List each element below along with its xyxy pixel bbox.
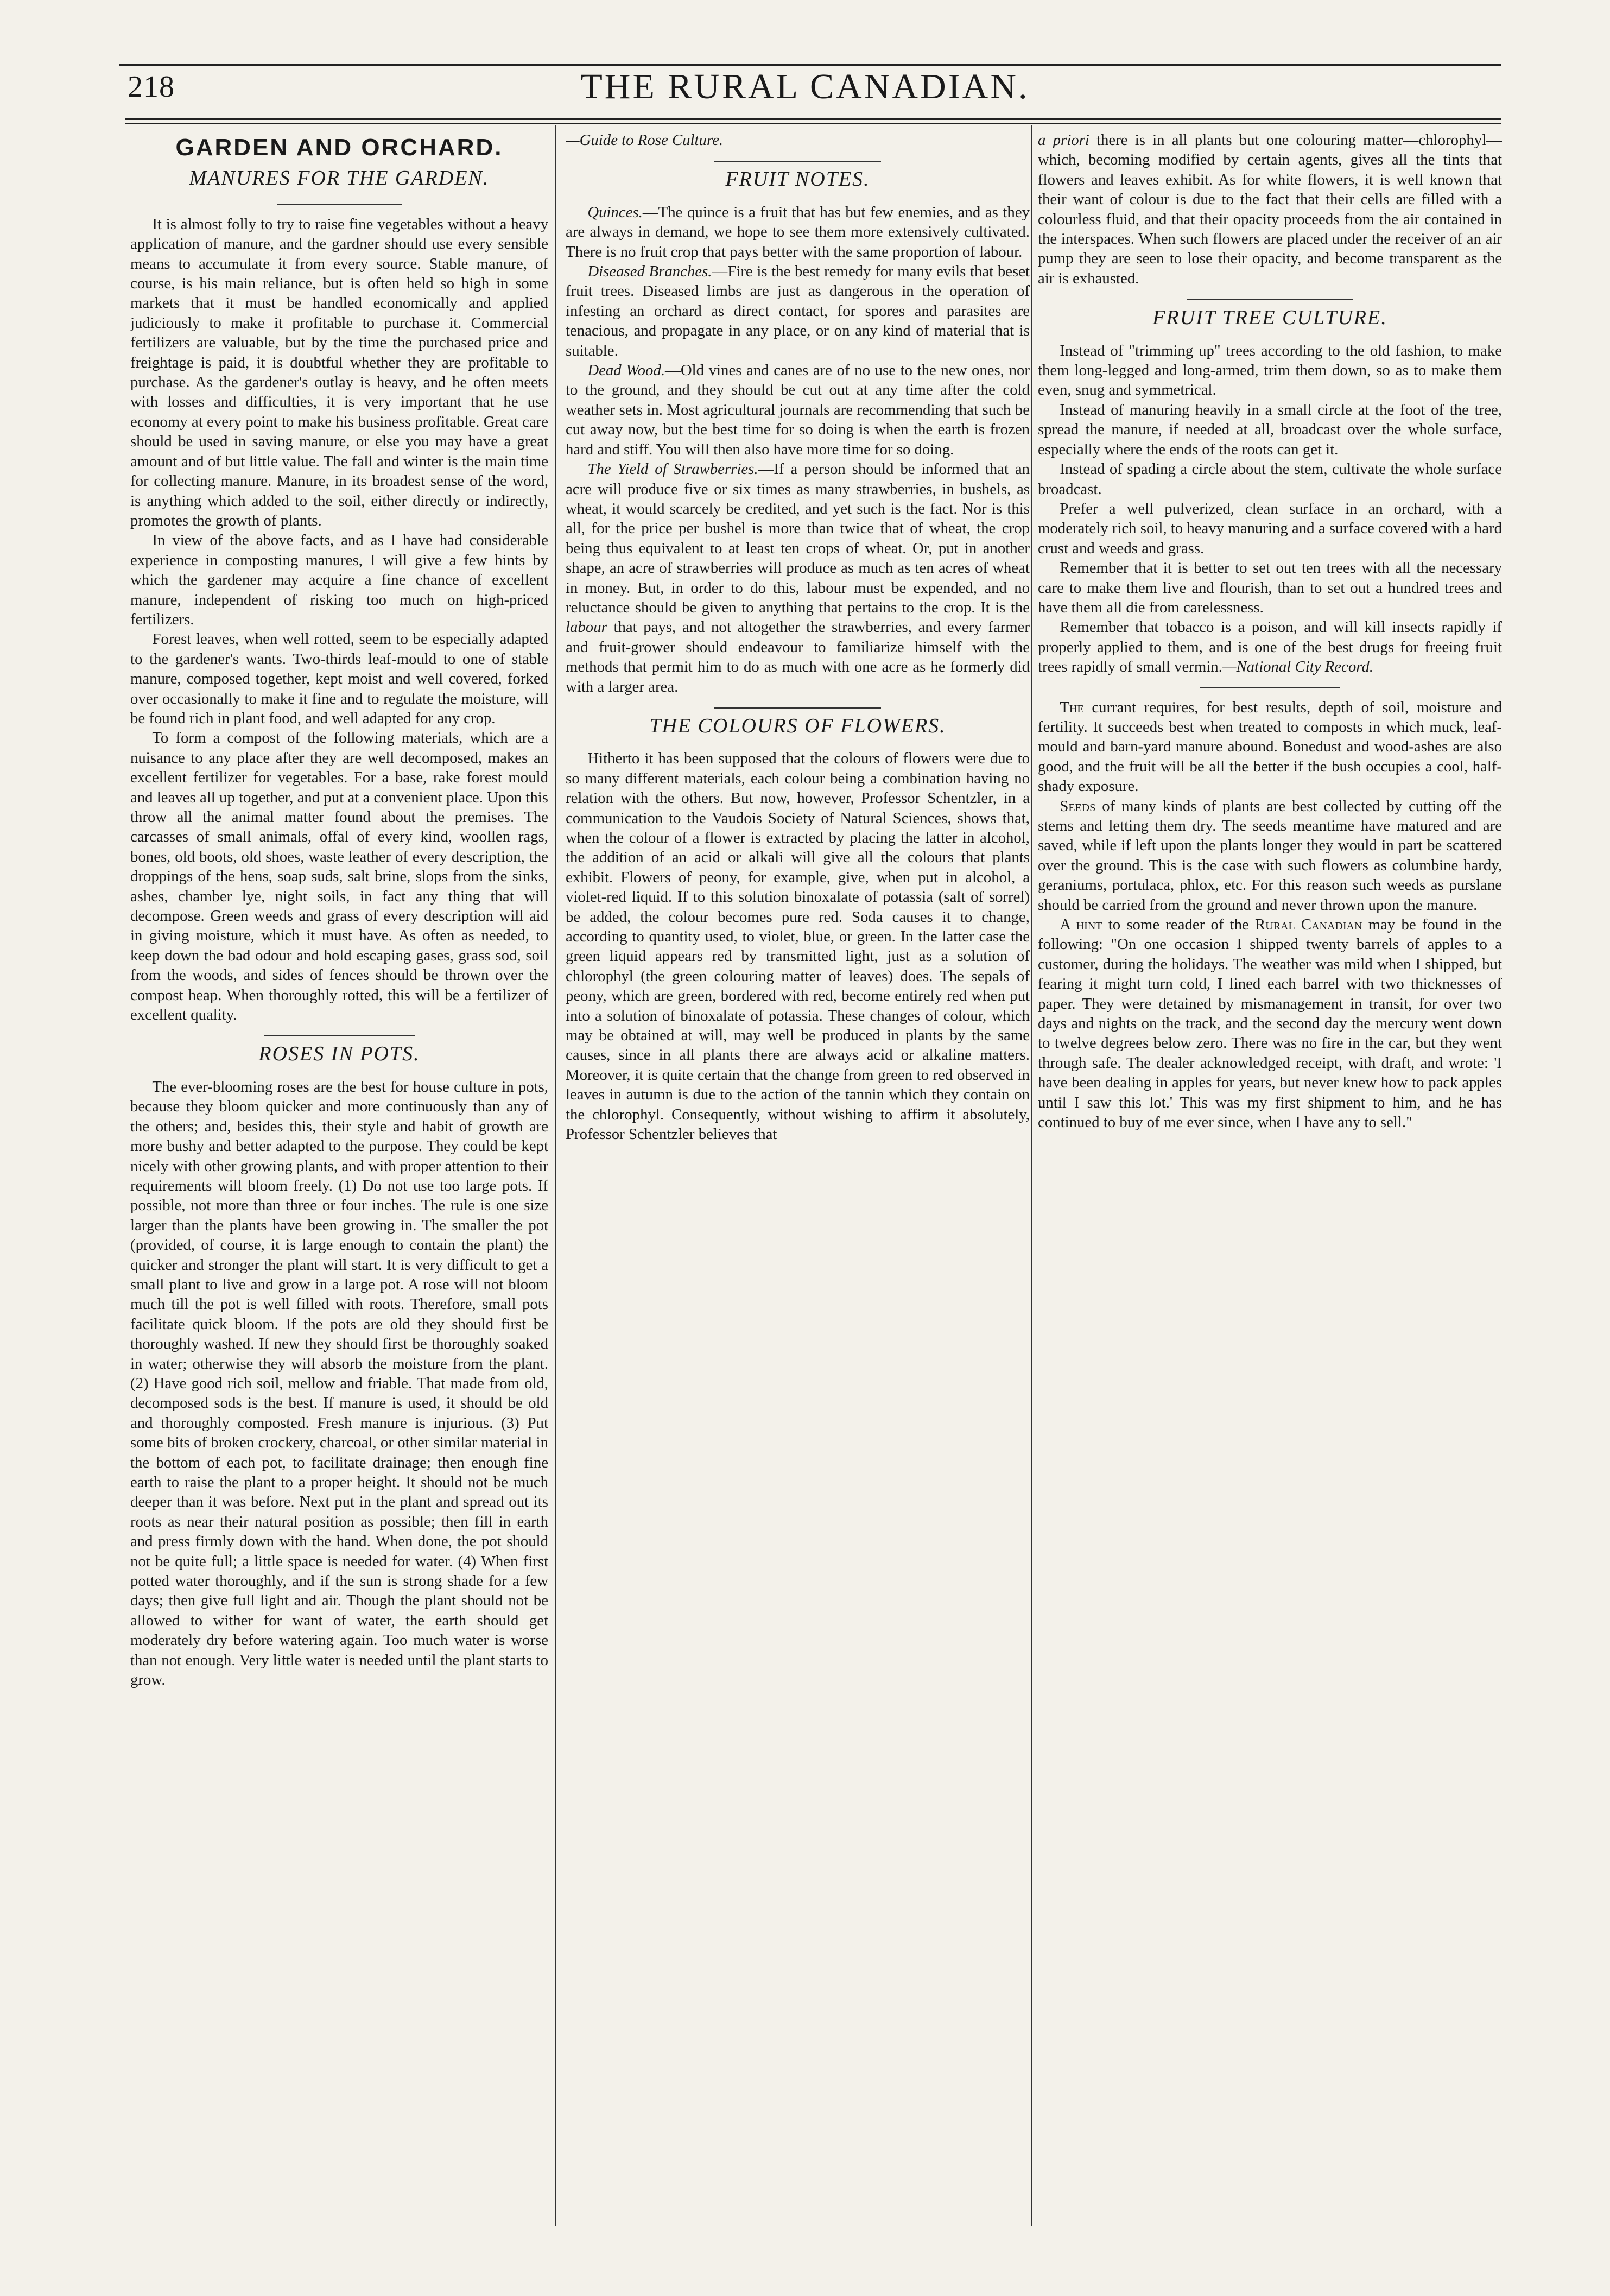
article-heading-roses: ROSES IN POTS. — [130, 1035, 548, 1069]
paragraph: It is almost folly to try to raise fine vegetables without a heavy application of manure, and the gardner should use every sensible means to accumulate it from every source. Stable manure, of course, is his main reliance, but is often held so high in some markets that it must be handled economically and applied judiciously to make it profitable to purchase it. Commercial fertilizers are valuable, but by the time the purchased price and freightage is paid, it is doubtful whether they are profitable to purchase. As the gardener's outlay is heavy, and he often meets with losses and difficulties, it is very important that he use economy at every point to make his business profitable. Great care should be used in saving manure, or else you may have a great amount and of but little value. The fall and winter is the main time for collecting manure. Manure, in its broadest sense of the word, is anything which added to the soil, either directly or indirectly, promotes the growth of plants. — [130, 215, 548, 529]
divider — [1200, 687, 1340, 688]
top-border — [119, 64, 1501, 66]
lead-in: Dead Wood. — [587, 362, 665, 379]
paragraph — [1038, 617, 1502, 676]
lead-in: Diseased Branches. — [587, 263, 712, 281]
paragraph: Forest leaves, when well rotted, seem to be especially adapted to the gardener's wants. Two-thirds leaf-mould to one of stable manure, composed together, kept moist and well covered, forked over occasionally to make it fine and to regulate the moisture, will be found rich in plant food, and well adapted for any crop. — [130, 630, 548, 727]
page-number: 218 — [128, 70, 175, 104]
paragraph-text: there is in all plants but one colouring matter—chlorophyl—which, becoming modified by certain agents, gives all the tints that flowers and leaves exhibit. As for white flowers, it is well known that their want of colour is due to the fact that their cells are filled with a colourless fluid, and that their opacity proceeds from the air contained in the interspaces. When such flowers are placed under the receiver of an air pump they are seen to lose their opacity, and become transparent as the air is exhausted. — [1038, 131, 1502, 287]
paragraph — [1038, 915, 1502, 1132]
article-heading-manures: MANURES FOR THE GARDEN. — [189, 167, 490, 190]
paragraph-text: that pays, and not altogether the strawberries, and every farmer and fruit-grower should endeavour to familiarize himself with the methods that permit him to do as much with one acre as he formerly did with a larger area. — [566, 618, 1030, 695]
paragraph-text: —The quince is a fruit that has but few enemies, and as they are always in demand, we hope to see them more extensively cultivated. There is no fruit crop that pays better with the same proportion of labour. — [566, 203, 1030, 261]
paragraph — [566, 360, 1030, 459]
column-divider — [555, 125, 556, 2226]
paragraph-text: —Fire is the best remedy for many evils that beset fruit trees. Diseased limbs are just as dangerous in the operation of infesting an orchard as direct contact, for spores and parasites are tenacious, and propagate in any place, or on any kind of material that is suitable. — [566, 263, 1030, 359]
paragraph — [1038, 130, 1502, 288]
article-heading-colours: THE COLOURS OF FLOWERS. — [566, 707, 1030, 741]
column-1 — [130, 130, 548, 2221]
paragraph: Instead of manuring heavily in a small circle at the foot of the tree, spread the manure, if needed at all, broadcast over the whole surface, especially where the ends of the roots can get it. — [1038, 401, 1502, 458]
paragraph-text: Hitherto it has been supposed that the colours of flowers were due to so many different materials, each colour being a combination having no relation with the others. But now, however, Professor Schentzler, in a communication to the Vaudois Society of Natural Sciences, shows that, when the colour of a flower is extracted by placing the latter in alcohol, the addition of an acid or alkali will give all the colours that plants exhibit. Flowers of peony, for example, give, when put in alcohol, a violet-red liquid. If to this solution binoxalate of potassia (salt of sorrel) be added, the colour becomes pure red. Soda causes it to change, according to quantity used, to violet, blue, or green. In the latter case the green liquid appears red by transmitted light, just as a solution of chlorophyl (the green colouring matter of leaves) does. The sepals of peony, which are green, bordered with red, become entirely red when put into a solution of binoxalate of potassia. These changes of colour, which may be obtained at will, may well be produced in plants by the same causes, since in all plants there are always acid or alkaline matters. Moreover, it is quite certain that the change from green to red observed in leaves in autumn is due to the action of the tannin which they contain on the chlorophyl. Consequently, without wishing to affirm it absolutely, Professor Schentzler believes that — [566, 750, 1030, 1143]
paragraph-text: of many kinds of plants are best collected by cutting off the stems and letting them dry. The seeds meantime have matured and are saved, while if left upon the plants longer they would in part be scattered over the ground. This is the case with such flowers as columbine hardy, geraniums, portulaca, phlox, etc. For this reason such weeds as purslane should be carried from the ground and never thrown upon the manure. — [1038, 797, 1502, 914]
lead-in: The — [1060, 698, 1084, 716]
newspaper-name: Rural Canadian — [1255, 916, 1362, 934]
paragraph — [1038, 698, 1502, 796]
newspaper-title: THE RURAL CANADIAN. — [580, 67, 1030, 106]
paragraph-text: —If a person should be informed that an acre will produce five or six times as many strawberries, in bushels, as wheat, it would scarcely be credited, and yet such is the fact. Nor is this all, for the price per bushel is more than twice that of wheat, the crop being thus equivalent to at least ten crops of wheat. Or, put in another shape, an acre of strawberries will produce as much as ten acres of wheat in money. But, in order to do this, labour must be expended, and no reluctance should be given to anything that pertains to the crop. It is the — [566, 460, 1030, 616]
paragraph: In view of the above facts, and as I have had considerable experience in composting manures, I will give a few hints by which the gardener may acquire a fine chance of excellent manure, independent of risking too much on high-priced fertilizers. — [130, 532, 548, 628]
paragraph-text: to some reader of the — [1108, 916, 1249, 934]
paragraph — [566, 749, 1030, 1144]
article-heading-fruit-tree: FRUIT TREE CULTURE. — [1038, 299, 1502, 333]
lead-in: The Yield of Strawberries. — [587, 460, 758, 478]
lead-in: Quinces. — [587, 203, 643, 221]
source-credit: —National City Record. — [1222, 658, 1373, 676]
paragraph-text: —Old vines and canes are of no use to the new ones, nor to the ground, and they should be cut out at any time after the cold weather sets in. Most agricultural journals are recommending that such be cut away now, but the best time for so doing is when the earth is frozen hard and stiff. You will then also have more time for so doing. — [566, 362, 1030, 458]
paragraph: Remember that it is better to set out ten trees with all the necessary care to make them live and flourish, than to set out a hundred trees and have them all die from carelessness. — [1038, 559, 1502, 616]
paragraph-text: Remember that tobacco is a poison, and will kill insects rapidly if properly applied to them, and is one of the best drugs for freeing fruit trees rapidly of small vermin. — [1038, 618, 1502, 676]
lead-in: A hint — [1060, 916, 1102, 934]
column-3 — [1038, 130, 1502, 2221]
section-heading: GARDEN AND ORCHARD. — [175, 134, 503, 161]
header-rule — [125, 118, 1501, 124]
source-credit: —Guide to Rose Culture. — [566, 131, 724, 149]
lead-in: Seeds — [1060, 797, 1096, 815]
emphasis: a priori — [1038, 131, 1089, 149]
emphasis: labour — [566, 618, 607, 636]
paragraph: Instead of spading a circle about the stem, cultivate the whole surface broadcast. — [1038, 460, 1502, 498]
column-2 — [566, 130, 1030, 2221]
paragraph — [1038, 796, 1502, 915]
paragraph-text: may be found in the following: "On one occasion I shipped twenty barrels of apples to a customer, during the holidays. The weather was mild when I shipped, but fearing it might turn cold, I lined each barrel with two thicknesses of paper. They were detained by mismanagement in transit, for over two days and nights on the track, and the second day the mercury went down to twelve degrees below zero. There was no fire in the car, but they went through safe. The dealer acknowledged receipt, with draft, and wrote: 'I have been dealing in apples for years, but never knew how to pack apples until I saw this lot.' This was my first shipment to him, and he has continued to buy of me ever since, when I have any to sell." — [1038, 916, 1502, 1131]
paragraph: To form a compost of the following materials, which are a nuisance to any place after they are well decomposed, makes an excellent fertilizer for vegetables. For a base, rake forest mould and leaves all up together, and put at a convenient place. Upon this throw all the animal matter found about the premises. The carcasses of small animals, offal of every kind, woollen rags, bones, old boots, old shoes, waste leather of every description, the droppings of the hens, soap suds, salt brine, slops from the sinks, ashes, chamber lye, night soils, in fact any thing that will decompose. Green weeds and grass of every description will aid in giving moisture, which it must have. As often as needed, to keep down the bad odour and hold escaping gases, grass sod, soil from the woods, and sides of fences should be thrown over the compost heap. When thoroughly rotted, this will be a fertilizer of excellent quality. — [130, 729, 548, 1024]
paragraph — [566, 262, 1030, 360]
column-divider — [1031, 125, 1032, 2226]
paragraph — [566, 130, 1030, 150]
paragraph: Prefer a well pulverized, clean surface in an orchard, with a moderately rich soil, to heavy manuring and a surface covered with a hard crust and weeds and grass. — [1038, 499, 1502, 557]
divider — [277, 204, 402, 205]
article-heading-fruit-notes: FRUIT NOTES. — [566, 161, 1030, 194]
paragraph-text: currant requires, for best results, depth of soil, moisture and fertility. It succeeds best when treated to composts in which muck, leaf-mould and barn-yard manure abound. Bonedust and wood-ashes are also good, and the fruit will be all the better if the bush occupies a cool, half-shady exposure. — [1038, 698, 1502, 795]
paragraph: The ever-blooming roses are the best for house culture in pots, because they bloom quicker and more continuously than any of the others; and, besides this, their style and habit of growth are more bushy and better adapted to the purpose. They could be kept nicely with other growing plants, and with proper attention to their requirements will bloom freely. (1) Do not use too large pots. If possible, not more than three or four inches. The rule is one size larger than the plants have been growing in. The smaller the pot (provided, of course, it is large enough to contain the plant) the quicker and stronger the plant will start. It is very difficult to get a small plant to live and grow in a large pot. A rose will not bloom much till the pot is well filled with roots. Therefore, small pots facilitate quick bloom. If the pots are old they should first be thoroughly washed. If new they should first be thoroughly soaked in water; otherwise they will absorb the moisture from the plant. (2) Have good rich soil, mellow and friable. That made from old, decomposed sods is the best. If manure is used, it should be old and thoroughly composted. Fresh manure is injurious. (3) Put some bits of broken crockery, charcoal, or other similar material in the bottom of each pot, to facilitate drainage; then enough fine earth to raise the plant to a proper height. It should not be much deeper than it was before. Next put in the plant and spread out its roots as near their natural position as possible; then fill in earth and press firmly down with the hand. When done, the pot should not be quite full; a little space is needed for water. (4) When first potted water thoroughly, and if the sun is strong shade for a few days; then give full light and air. Though the plant should not be allowed to wither for want of water, the earth should get moderately dry before watering again. Too much water is worse than not enough. Very little water is needed until the plant starts to grow. — [130, 1078, 548, 1689]
paragraph — [566, 459, 1030, 697]
paragraph — [566, 203, 1030, 262]
paragraph: Instead of "trimming up" trees according to the old fashion, to make them long-legged and long-armed, trim them down, so as to make them even, snug and symmetrical. — [1038, 341, 1502, 399]
